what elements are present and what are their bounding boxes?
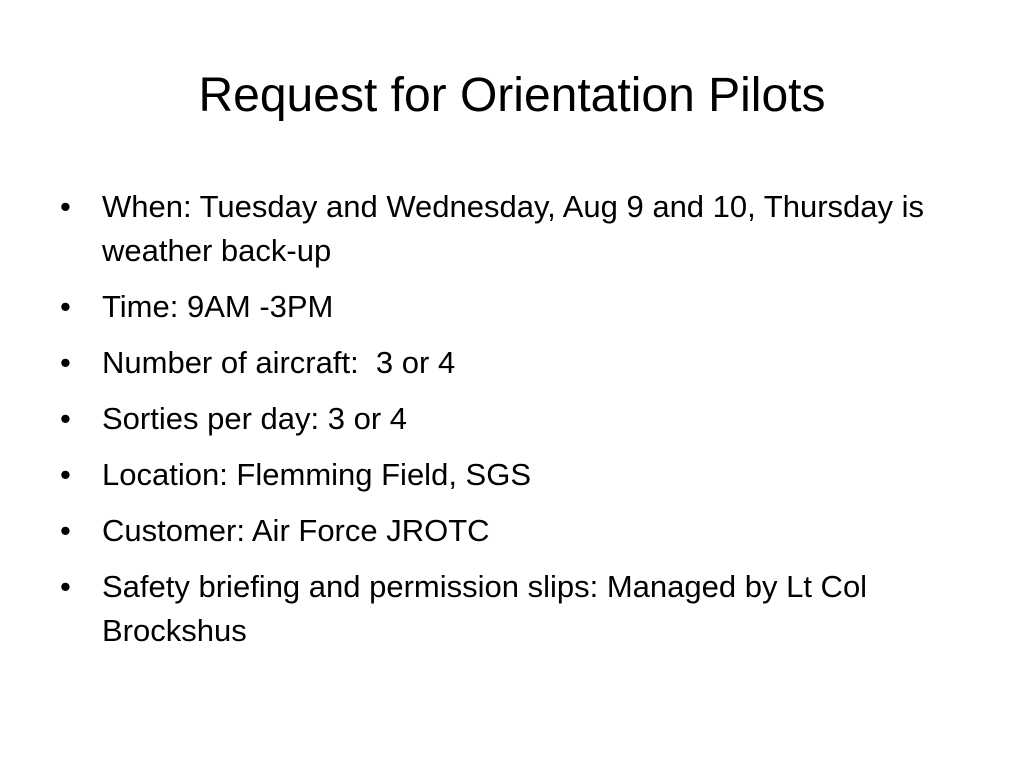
bullet-icon: • (60, 189, 71, 224)
bullet-item-location (60, 453, 960, 497)
bullet-item-customer (60, 509, 960, 553)
bullet-item-when (60, 185, 960, 273)
bullet-item-aircraft (60, 341, 960, 385)
slide-title: Request for Orientation Pilots (198, 69, 826, 122)
bullet-item-sorties (60, 397, 960, 441)
bullet-text: Sorties per day: 3 or 4 (102, 401, 407, 436)
bullet-item-time (60, 285, 960, 329)
bullet-item-safety (60, 565, 960, 653)
bullet-icon: • (60, 401, 71, 436)
bullet-icon: • (60, 289, 71, 324)
bullet-icon: • (60, 569, 71, 604)
bullet-text: Customer: Air Force JROTC (102, 513, 490, 548)
bullet-text: Location: Flemming Field, SGS (102, 457, 532, 492)
bullet-text: When: Tuesday and Wednesday, Aug 9 and 10, Thursday is weather back-up (102, 189, 925, 268)
bullet-icon: • (60, 345, 71, 380)
bullet-text: Safety briefing and permission slips: Managed by Lt Col Brockshus (102, 569, 868, 648)
bullet-icon: • (60, 457, 71, 492)
bullet-icon: • (60, 513, 71, 548)
bullet-text: Time: 9AM -3PM (102, 289, 334, 324)
bullet-text: Number of aircraft: 3 or 4 (102, 345, 456, 380)
bullet-list (60, 185, 960, 665)
